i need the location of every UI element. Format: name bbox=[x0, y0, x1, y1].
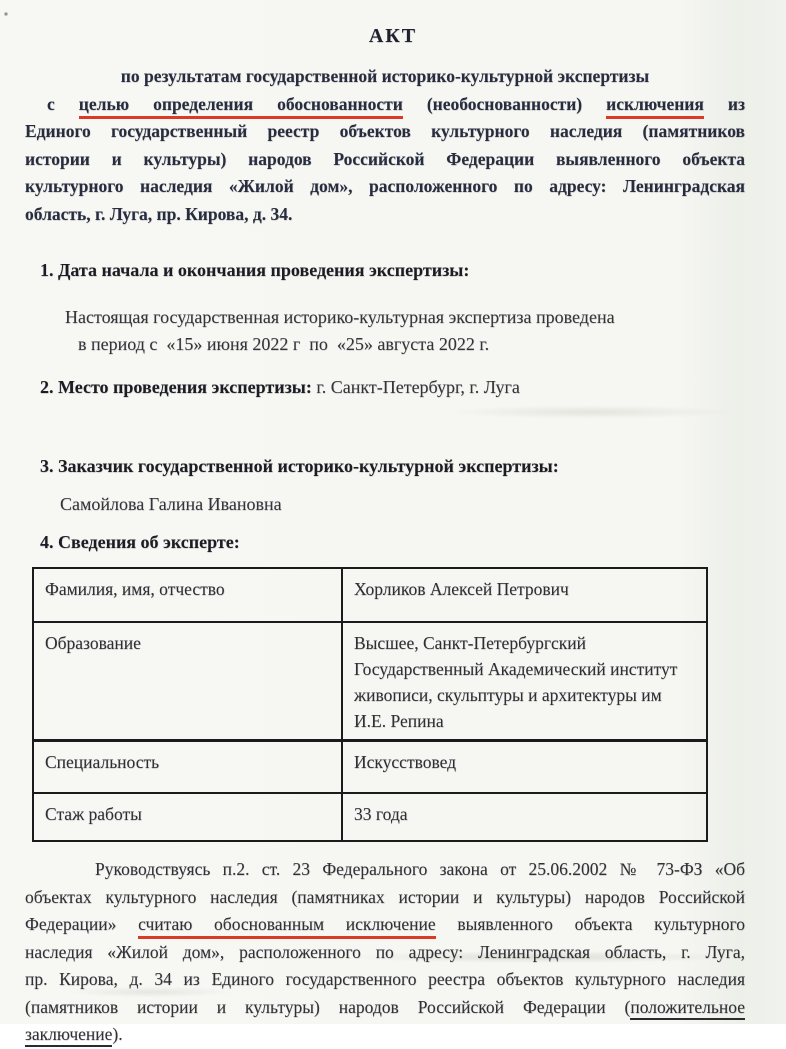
table-value-line: И.Е. Репина bbox=[354, 711, 444, 731]
text-segment: Единого государственный реестр объектов культурного наследия (памятников bbox=[25, 121, 745, 141]
table-label-cell: Образование bbox=[33, 622, 342, 741]
text-segment: Федерации» bbox=[25, 914, 139, 934]
text-segment: пр. Кирова, д. 34 из Единого государственного реестра объектов культурного наследия bbox=[25, 969, 745, 989]
text-segment: область, г. Луга, пр. Кирова, д. 34. bbox=[25, 203, 293, 224]
table-value-line: живописи, скульптуры и архитектуры им bbox=[354, 685, 662, 705]
text-segment: ). bbox=[112, 1024, 123, 1044]
section-expert-info bbox=[40, 530, 745, 555]
table-value-cell bbox=[342, 568, 707, 622]
table-row bbox=[33, 793, 707, 841]
table-label-cell: Стаж работы bbox=[33, 793, 342, 841]
text-line bbox=[25, 966, 745, 994]
document-title: АКТ bbox=[368, 25, 418, 47]
text-line bbox=[25, 1021, 745, 1049]
section-expertise-dates bbox=[40, 258, 745, 358]
section-3-heading: 3. Заказчик государственной историко-культурной экспертизы: bbox=[40, 456, 559, 476]
conclusion-paragraph bbox=[25, 856, 745, 1049]
text-line bbox=[25, 939, 745, 967]
text-segment: объектах культурного наследия (памятниках истории и культуры) народов Российской bbox=[25, 886, 745, 907]
text-segment: (памятников истории и культуры) народов Российской Федерации ( bbox=[25, 996, 631, 1017]
red-underlined-text: считаю обоснованным исключение bbox=[138, 914, 436, 939]
text-segment: Руководствуясь п.2. ст. 23 Федерального закона от 25.06.2002 № 73-ФЗ «Об bbox=[95, 859, 745, 879]
section-3-body-line: Самойлова Галина Ивановна bbox=[60, 494, 282, 514]
section-1-body-line: в период с «15» июня 2022 г по «25» августа 2022 г. bbox=[78, 334, 490, 354]
text-line bbox=[25, 994, 745, 1022]
table-value-line: 33 года bbox=[354, 804, 408, 824]
text-segment: по результатам государственной историко-культурной экспертизы bbox=[120, 66, 650, 86]
text-segment: наследия «Жилой дом», расположенного по адресу: Ленинградская область, г. Луга, bbox=[25, 941, 745, 962]
red-underlined-text: целью определения обоснованности bbox=[79, 94, 403, 119]
text-line bbox=[25, 173, 745, 201]
section-2-heading: 2. Место проведения экспертизы: bbox=[40, 377, 312, 397]
sections bbox=[40, 258, 745, 555]
table-value-line: Хорликов Алексей Петрович bbox=[354, 579, 569, 599]
table-row bbox=[33, 741, 707, 794]
table-value-cell bbox=[342, 793, 707, 841]
section-1-body-line: Настоящая государственная историко-культурная экспертиза проведена bbox=[65, 307, 615, 327]
text-line bbox=[25, 884, 745, 912]
text-line bbox=[25, 911, 745, 939]
text-line bbox=[25, 856, 745, 884]
text-line bbox=[25, 146, 745, 174]
text-segment: (необоснованности) bbox=[402, 93, 607, 114]
table-value-cell bbox=[342, 622, 707, 741]
section-expertise-place bbox=[40, 375, 745, 400]
text-segment: выявленного объекта культурного bbox=[435, 914, 745, 934]
table-label-cell: Фамилия, имя, отчество bbox=[33, 568, 342, 622]
table-row bbox=[33, 568, 707, 622]
underlined-text: положительное bbox=[630, 997, 745, 1020]
section-2-value: г. Санкт-Петербург, г. Луга bbox=[311, 377, 520, 397]
text-line bbox=[25, 201, 745, 229]
text-segment: из bbox=[703, 93, 745, 114]
section-customer bbox=[40, 454, 745, 518]
red-underlined-text: исключения bbox=[606, 94, 704, 119]
text-line bbox=[25, 118, 745, 146]
text-line bbox=[25, 63, 745, 91]
table-value-line: Высшее, Санкт-Петербургский bbox=[354, 633, 586, 653]
section-1-heading: 1. Дата начала и окончания проведения экспертизы: bbox=[40, 260, 470, 280]
table-row bbox=[33, 622, 707, 741]
table-value-line: Государственный Академический институт bbox=[354, 659, 678, 679]
text-segment: культурного наследия «Жилой дом», расположенного по адресу: Ленинградская bbox=[25, 176, 745, 196]
text-segment: истории и культуры) народов Российской Федерации выявленного объекта bbox=[25, 148, 745, 169]
underlined-text: заключение bbox=[25, 1024, 112, 1047]
section-4-heading: 4. Сведения об эксперте: bbox=[40, 532, 240, 552]
intro-paragraph bbox=[25, 63, 745, 228]
table-value-line: Искусствовед bbox=[354, 752, 457, 772]
text-line bbox=[25, 91, 745, 119]
table-value-cell bbox=[342, 741, 707, 794]
expert-info-table bbox=[32, 567, 708, 842]
table-label-cell: Специальность bbox=[33, 741, 342, 794]
text-segment: с bbox=[47, 93, 79, 114]
